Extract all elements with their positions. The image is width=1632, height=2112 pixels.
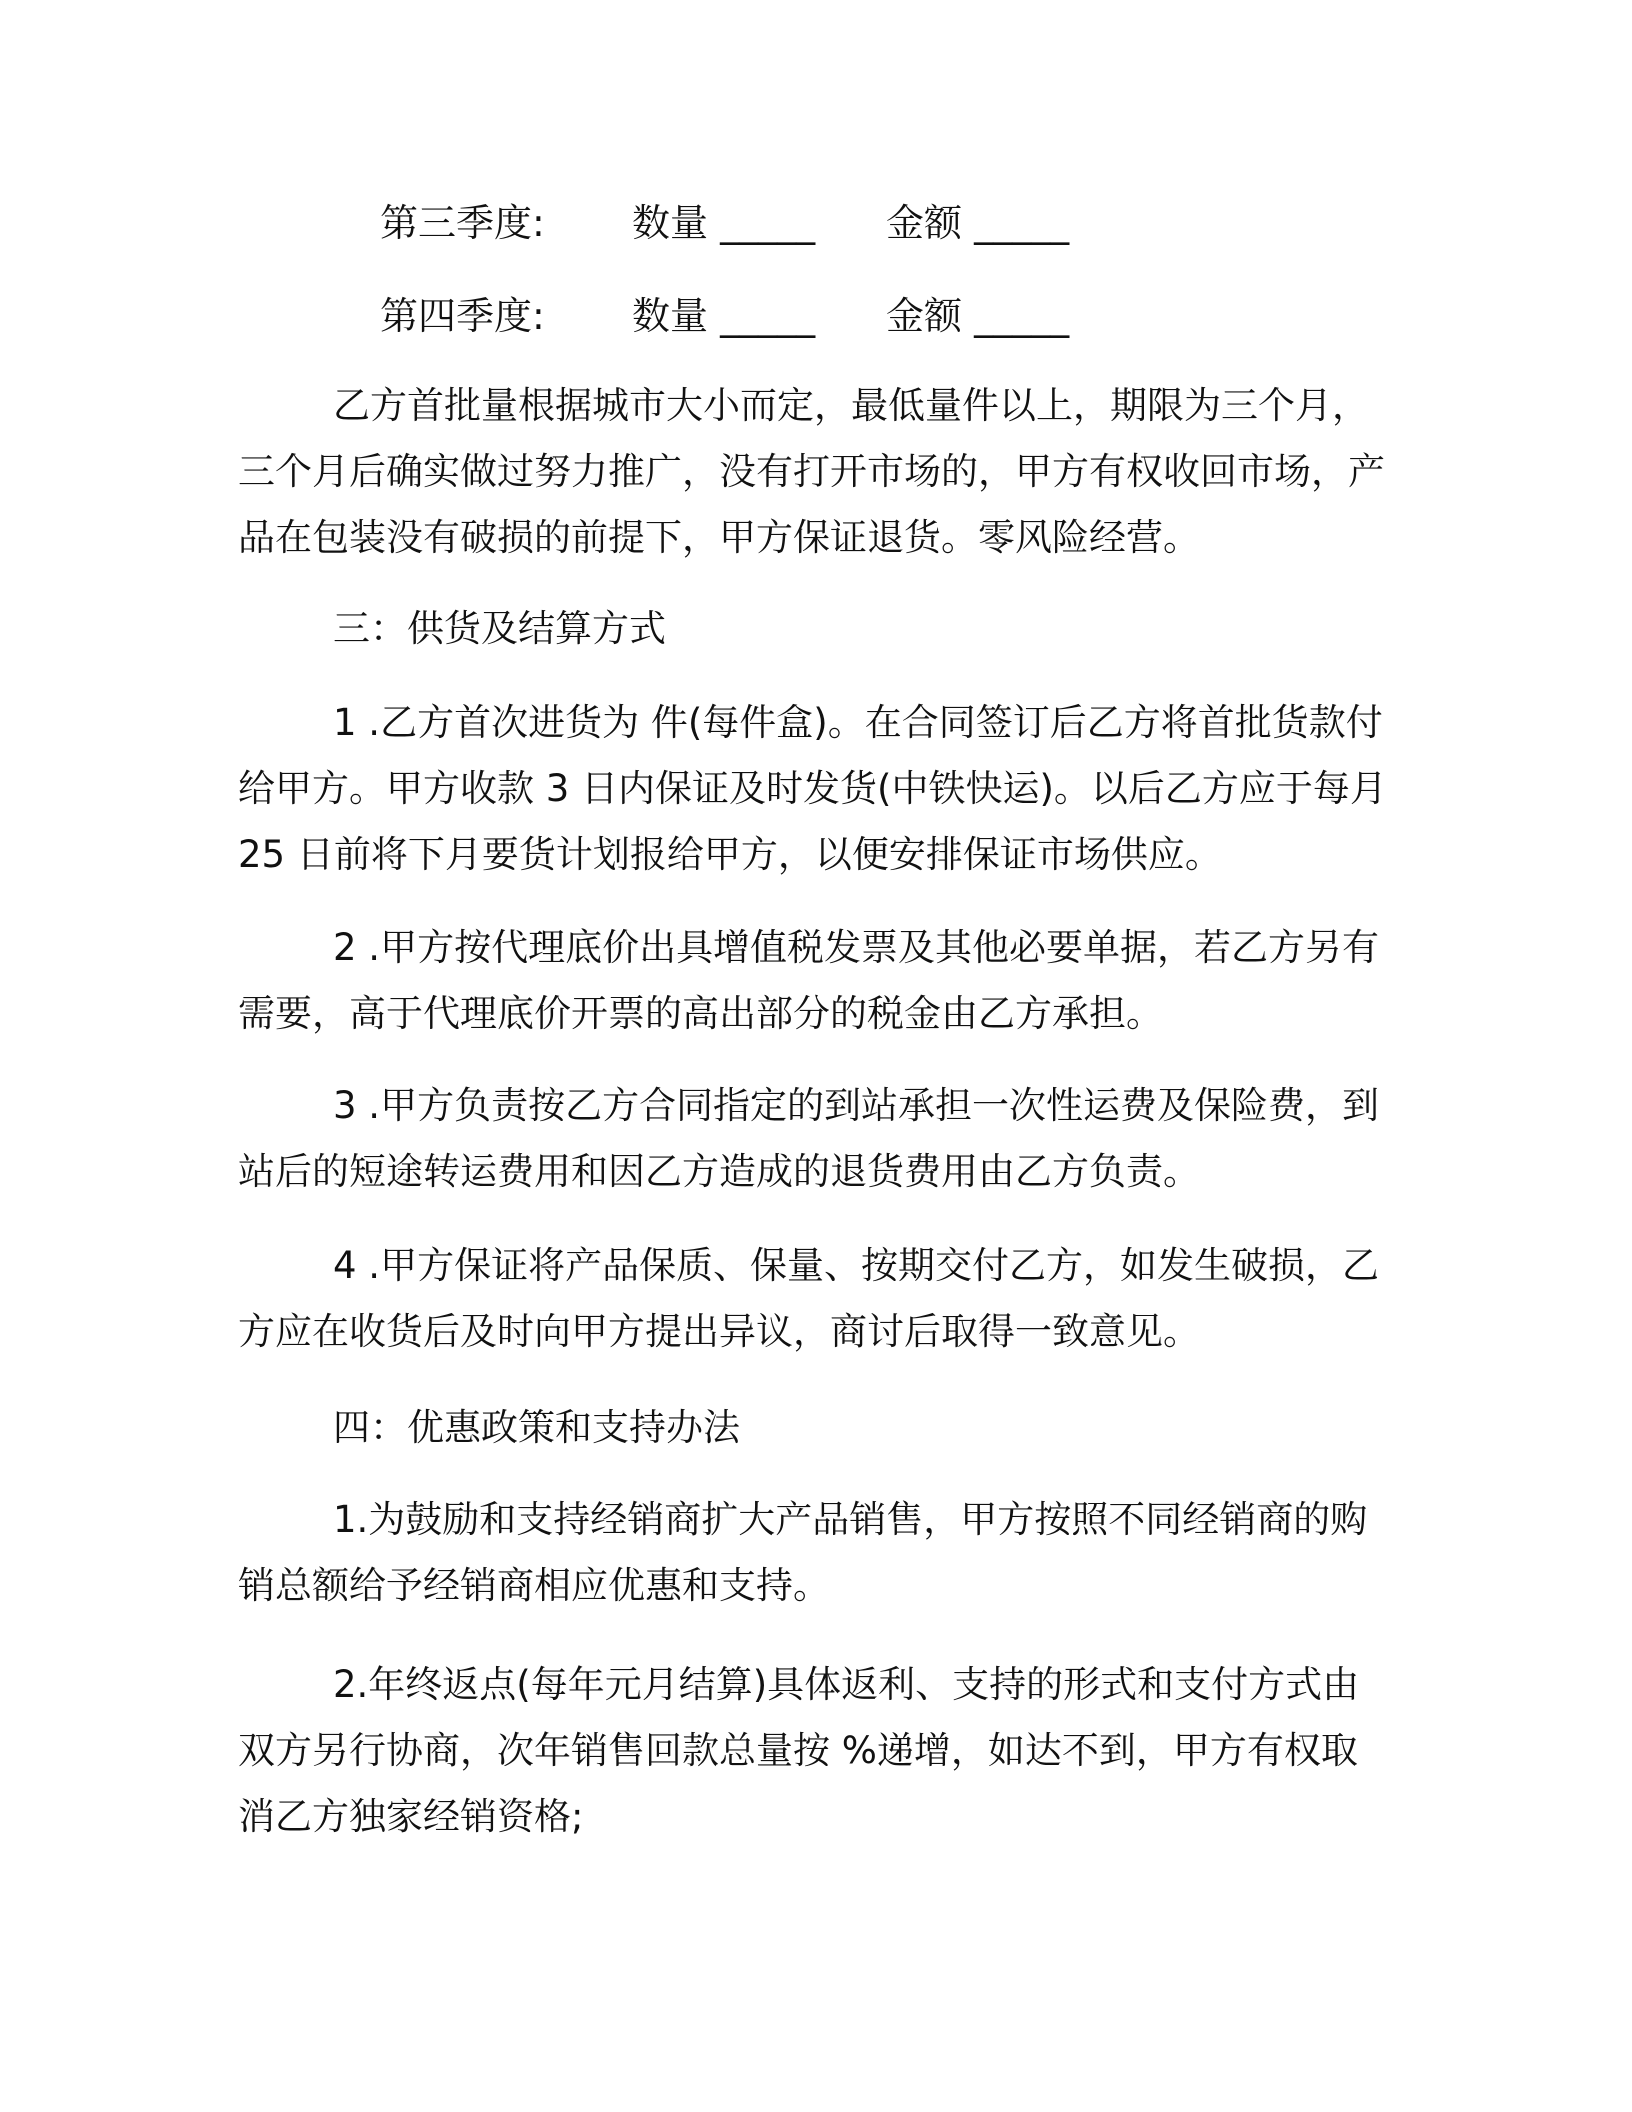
quarter-label: 第三季度: [380, 201, 545, 245]
paragraph-first-batch: 乙方首批量根据城市大小而定，最低量件以上，期限为三个月，三个月后确实做过努力推广，没有打开市场的，甲方有权收回市场，产品在包装没有破损的前提下，甲方保证退货。零风险经营。 [238, 384, 1385, 559]
paragraph-supply-3: 3 .甲方负责按乙方合同指定的到站承担一次性运费及保险费，到站后的短途转运费用和因乙方造成的退货费用由乙方负责。 [238, 1084, 1380, 1193]
quarter-label: 第四季度: [380, 294, 545, 338]
section-heading-supply-settlement: 三：供货及结算方式 [333, 607, 666, 650]
quantity-field: 数量 _____ [632, 294, 816, 338]
paragraph-incentive-2: 2.年终返点(每年元月结算)具体返利、支持的形式和支付方式由双方另行协商，次年销售回款总量按 %递增，如达不到，甲方有权取消乙方独家经销资格; [238, 1663, 1360, 1838]
amount-field: 金额 _____ [886, 294, 1070, 338]
paragraph-supply-1: 1 .乙方首次进货为 件(每件盒)。在合同签订后乙方将首批货款付给甲方。甲方收款 3 日内保证及时发货(中铁快运)。以后乙方应于每月 25 日前将下月要货计划报给甲方，以便安排保证市场供应。 [238, 701, 1387, 876]
section-heading-incentives: 四：优惠政策和支持办法 [333, 1406, 740, 1449]
paragraph-supply-4: 4 .甲方保证将产品保质、保量、按期交付乙方，如发生破损，乙方应在收货后及时向甲方提出异议，商讨后取得一致意见。 [238, 1244, 1380, 1353]
quantity-field: 数量 _____ [632, 201, 816, 245]
paragraph-supply-2: 2 .甲方按代理底价出具增值税发票及其他必要单据，若乙方另有需要，高于代理底价开票的高出部分的税金由乙方承担。 [238, 926, 1380, 1035]
amount-field: 金额 _____ [886, 201, 1070, 245]
paragraph-incentive-1: 1.为鼓励和支持经销商扩大产品销售，甲方按照不同经销商的购销总额给予经销商相应优惠和支持。 [238, 1498, 1368, 1607]
